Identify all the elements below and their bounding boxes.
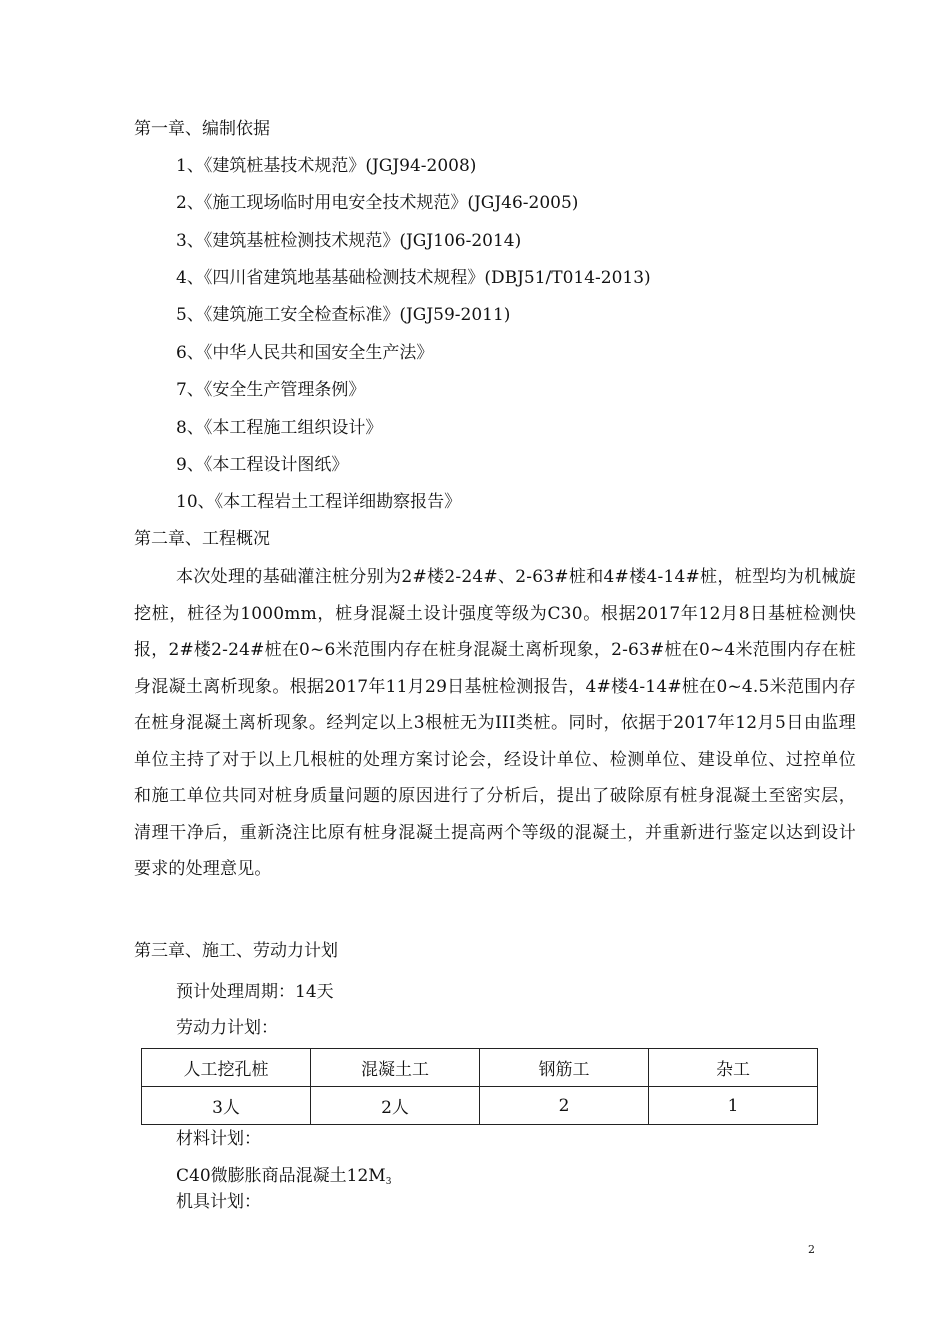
reference-item-10: 10、《本工程岩土工程详细勘察报告》 [176,492,462,512]
chapter1-title: 第一章、编制依据 [134,119,270,139]
reference-item-7: 7、《安全生产管理条例》 [176,380,366,400]
labor-plan-table [141,1048,818,1125]
reference-item-8: 8、《本工程施工组织设计》 [176,418,383,438]
labor-plan-label: 劳动力计划： [176,1018,278,1038]
labor-header-cell: 杂工 [649,1049,818,1087]
page-number: 2 [808,1243,815,1256]
labor-value-cell: 2 [480,1087,649,1125]
cubic-superscript: 3 [385,1177,392,1187]
chapter2-title: 第二章、工程概况 [134,529,270,549]
table-row [142,1087,818,1125]
labor-header-cell: 钢筋工 [480,1049,649,1087]
labor-value-cell: 2人 [311,1087,480,1125]
reference-item-3: 3、《建筑基桩检测技术规范》(JGJ106-2014) [176,231,522,251]
labor-value-cell: 1 [649,1087,818,1125]
material-item: C40微膨胀商品混凝土12M [176,1166,386,1186]
labor-header-cell: 人工挖孔桩 [142,1049,311,1087]
treatment-period: 预计处理周期：14天 [176,982,334,1002]
reference-item-5: 5、《建筑施工安全检查标准》(JGJ59-2011) [176,305,511,325]
table-row [142,1049,818,1087]
material-plan-text [176,1166,391,1192]
material-plan-label: 材料计划： [176,1129,261,1149]
reference-item-6: 6、《中华人民共和国安全生产法》 [176,343,434,363]
reference-item-1: 1、《建筑桩基技术规范》(JGJ94-2008) [176,156,477,176]
reference-item-4: 4、《四川省建筑地基基础检测技术规程》(DBJ51/T014-2013) [176,268,651,288]
labor-value-cell: 3人 [142,1087,311,1125]
equipment-plan-label: 机具计划： [176,1192,261,1212]
reference-item-9: 9、《本工程设计图纸》 [176,455,349,475]
labor-header-cell: 混凝土工 [311,1049,480,1087]
reference-item-2: 2、《施工现场临时用电安全技术规范》(JGJ46-2005) [176,193,579,213]
project-overview-paragraph: 本次处理的基础灌注桩分别为2#楼2-24#、2-63#桩和4#楼4-14#桩，桩型均为机械旋挖桩，桩径为1000mm，桩身混凝土设计强度等级为C30。根据2017年12月8日基桩检测快报，2#楼2-24#桩在0~6米范围内存在桩身混凝土离析现象，2-63#桩在0~4米范围内存在桩身混凝土离析现象。根据2017年11月29日基桩检测报告，4#楼4-14#桩在0~4.5米范围内存在桩身混凝土离析现象。经判定以上3根桩无为III类桩。同时，依据于2017年12月5日由监理单位主持了对于以上几根桩的处理方案讨论会，经设计单位、检测单位、建设单位、过控单位和施工单位共同对桩身质量问题的原因进行了分析后，提出了破除原有桩身混凝土至密实层，清理干净后，重新浇注比原有桩身混凝土提高两个等级的混凝土，并重新进行鉴定以达到设计要求的处理意见。 [134,567,856,879]
chapter3-title: 第三章、施工、劳动力计划 [134,941,338,961]
